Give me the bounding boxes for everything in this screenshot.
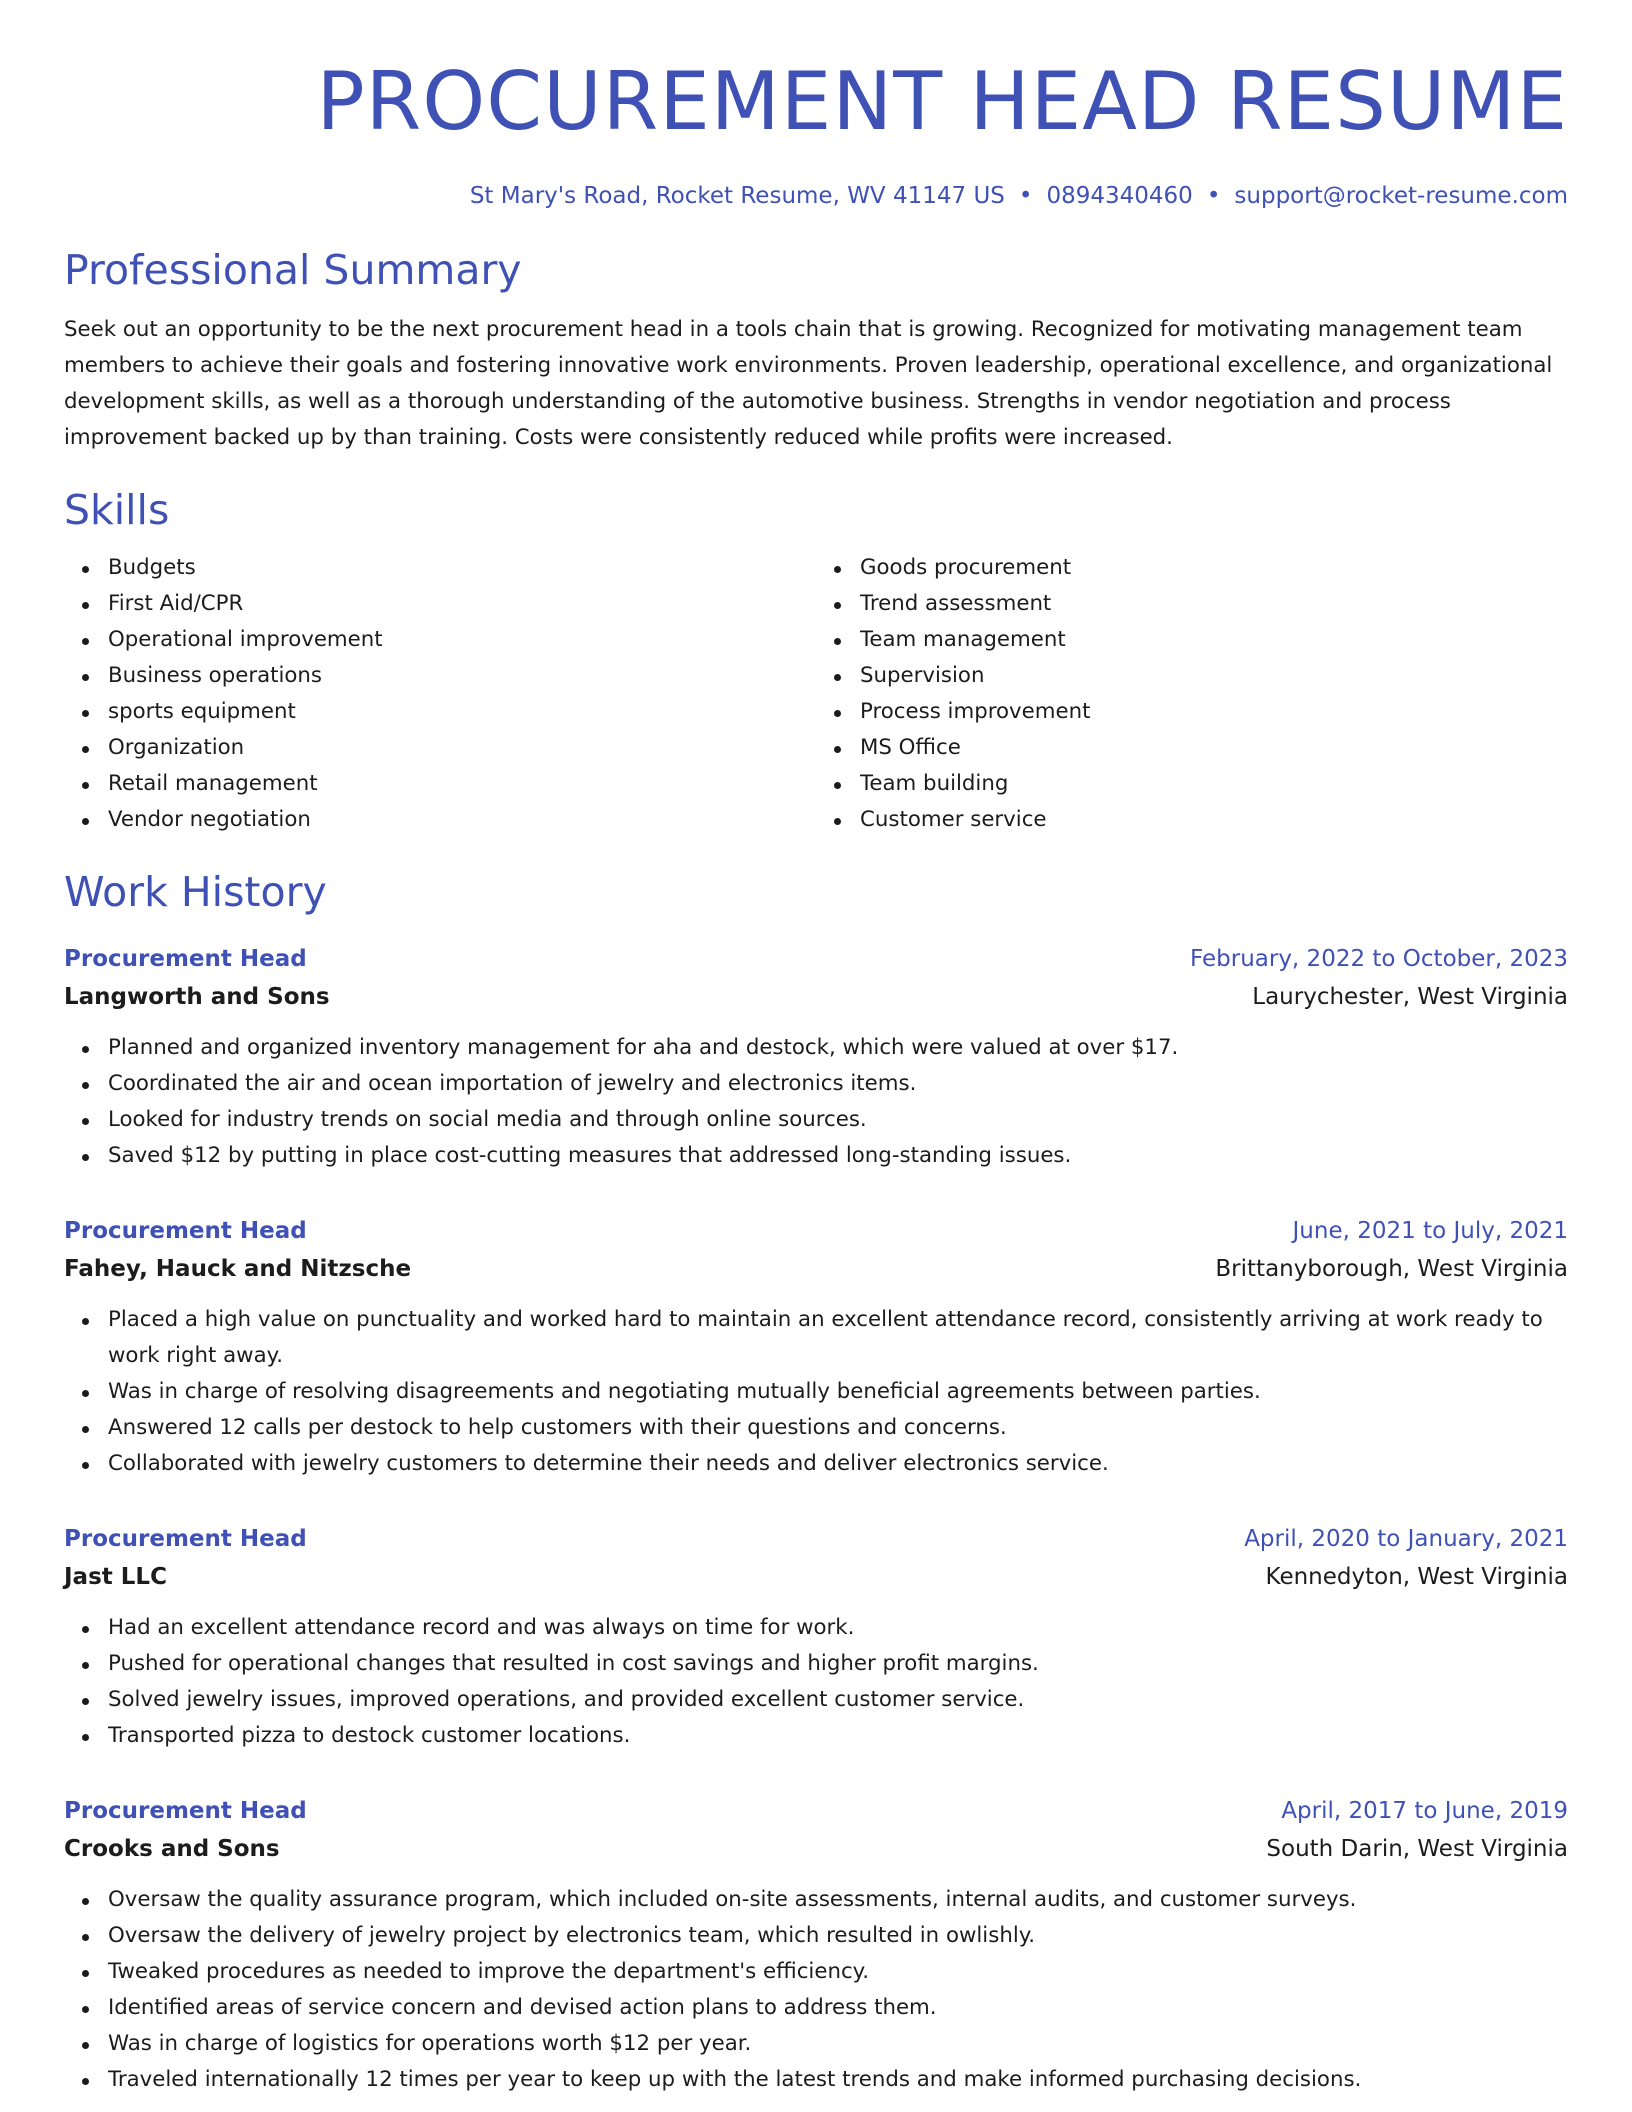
job-location: Brittanyborough, West Virginia — [1215, 1256, 1568, 1282]
skill-item: Team management — [816, 622, 1568, 658]
skill-item: Supervision — [816, 658, 1568, 694]
job-bullet: Saved $12 by putting in place cost-cutting measures that addressed long-standing issues. — [64, 1138, 1568, 1174]
summary-text: Seek out an opportunity to be the next procurement head in a tools chain that is growing. Recognized for motivating management team members to achieve their goals and fostering innovative work environments. Proven leadership, operational excellence, and organizational development skills, as well as a thorough understanding of the automotive business. Strengths in vendor negotiation and process improvement backed up by than training. Costs were consistently reduced while profits were increased. — [64, 317, 1553, 450]
job-company: Langworth and Sons — [64, 984, 330, 1010]
job-bullets — [64, 1610, 1568, 1754]
skill-item: Team building — [816, 766, 1568, 802]
skill-item: Vendor negotiation — [64, 802, 816, 838]
skill-item: First Aid/CPR — [64, 586, 816, 622]
job-company: Fahey, Hauck and Nitzsche — [64, 1256, 412, 1282]
skill-item: MS Office — [816, 730, 1568, 766]
job-bullet: Collaborated with jewelry customers to determine their needs and deliver electronics service. — [64, 1446, 1568, 1482]
skill-item: Trend assessment — [816, 586, 1568, 622]
contact-separator: • — [1018, 183, 1033, 209]
contact-email: support@rocket-resume.com — [1234, 183, 1568, 209]
job-bullet: Was in charge of logistics for operations worth $12 per year. — [64, 2026, 1568, 2062]
job-dates: April, 2017 to June, 2019 — [1281, 1798, 1568, 1824]
job-entry — [64, 1520, 1568, 1754]
contact-phone: 0894340460 — [1046, 183, 1193, 209]
job-company: Crooks and Sons — [64, 1836, 280, 1862]
job-title: Procurement Head — [64, 1526, 307, 1552]
skills-column-right — [816, 550, 1568, 838]
job-company-row — [64, 1558, 1568, 1596]
job-entry — [64, 940, 1568, 1174]
job-dates: June, 2021 to July, 2021 — [1292, 1218, 1568, 1244]
skills-list — [64, 550, 1568, 838]
job-company-row — [64, 1250, 1568, 1288]
skill-item: Goods procurement — [816, 550, 1568, 586]
skill-item: Organization — [64, 730, 816, 766]
skills-heading: Skills — [64, 486, 170, 534]
job-bullet: Pushed for operational changes that resulted in cost savings and higher profit margins. — [64, 1646, 1568, 1682]
job-title-row — [64, 1520, 1568, 1558]
skill-item: Customer service — [816, 802, 1568, 838]
contact-address: St Mary's Road, Rocket Resume, WV 41147 US — [469, 183, 1005, 209]
job-bullet: Tweaked procedures as needed to improve the department's efficiency. — [64, 1954, 1568, 1990]
skills-column-left — [64, 550, 816, 838]
job-company-row — [64, 1830, 1568, 1868]
job-bullet: Had an excellent attendance record and was always on time for work. — [64, 1610, 1568, 1646]
job-title: Procurement Head — [64, 1798, 307, 1824]
job-bullet: Answered 12 calls per destock to help customers with their questions and concerns. — [64, 1410, 1568, 1446]
job-bullets — [64, 1882, 1568, 2098]
job-bullet: Transported pizza to destock customer locations. — [64, 1718, 1568, 1754]
job-dates: February, 2022 to October, 2023 — [1190, 946, 1568, 972]
job-company: Jast LLC — [64, 1564, 167, 1590]
job-entry — [64, 1792, 1568, 2098]
skill-item: Process improvement — [816, 694, 1568, 730]
job-bullet: Planned and organized inventory management for aha and destock, which were valued at over $17. — [64, 1030, 1568, 1066]
job-bullet: Traveled internationally 12 times per year to keep up with the latest trends and make informed purchasing decisions. — [64, 2062, 1568, 2098]
skill-item: Business operations — [64, 658, 816, 694]
job-bullet: Solved jewelry issues, improved operations, and provided excellent customer service. — [64, 1682, 1568, 1718]
contact-separator: • — [1206, 183, 1221, 209]
job-bullet: Coordinated the air and ocean importation of jewelry and electronics items. — [64, 1066, 1568, 1102]
job-bullet: Was in charge of resolving disagreements and negotiating mutually beneficial agreements between parties. — [64, 1374, 1568, 1410]
job-bullets — [64, 1030, 1568, 1174]
job-bullet: Identified areas of service concern and devised action plans to address them. — [64, 1990, 1568, 2026]
resume-header — [64, 54, 1568, 212]
job-entry — [64, 1212, 1568, 1482]
skill-item: Operational improvement — [64, 622, 816, 658]
job-location: South Darin, West Virginia — [1266, 1836, 1568, 1862]
job-title-row — [64, 940, 1568, 978]
skill-item: sports equipment — [64, 694, 816, 730]
job-bullet: Oversaw the quality assurance program, which included on-site assessments, internal audits, and customer surveys. — [64, 1882, 1568, 1918]
skill-item: Retail management — [64, 766, 816, 802]
job-title: Procurement Head — [64, 946, 307, 972]
summary-heading: Professional Summary — [64, 246, 522, 294]
job-title: Procurement Head — [64, 1218, 307, 1244]
resume-name: PROCUREMENT HEAD RESUME — [316, 55, 1568, 148]
job-bullets — [64, 1302, 1568, 1482]
work-history-heading: Work History — [64, 868, 327, 916]
job-dates: April, 2020 to January, 2021 — [1244, 1526, 1568, 1552]
contact-line — [64, 180, 1568, 212]
job-bullet: Oversaw the delivery of jewelry project by electronics team, which resulted in owlishly. — [64, 1918, 1568, 1954]
job-location: Kennedyton, West Virginia — [1265, 1564, 1568, 1590]
job-bullet: Looked for industry trends on social media and through online sources. — [64, 1102, 1568, 1138]
job-company-row — [64, 978, 1568, 1016]
job-title-row — [64, 1212, 1568, 1250]
skill-item: Budgets — [64, 550, 816, 586]
job-bullet: Placed a high value on punctuality and worked hard to maintain an excellent attendance record, consistently arriving at work ready to work right away. — [64, 1302, 1568, 1374]
job-title-row — [64, 1792, 1568, 1830]
job-location: Laurychester, West Virginia — [1252, 984, 1568, 1010]
